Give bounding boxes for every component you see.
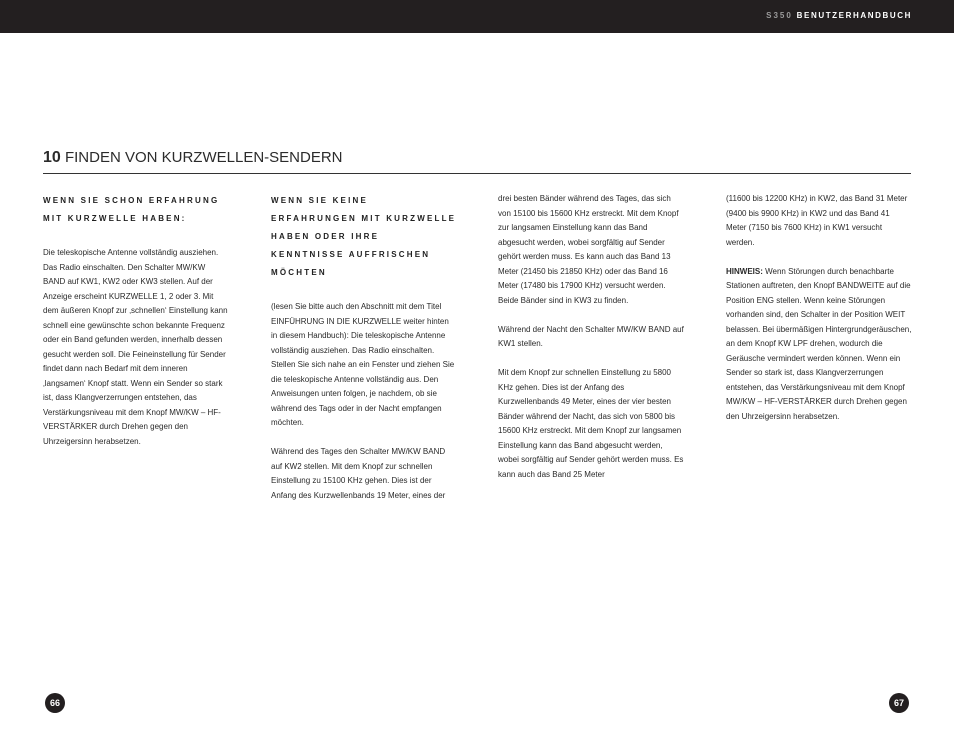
manual-title: BENUTZERHANDBUCH	[796, 11, 912, 20]
paragraph: Während der Nacht den Schalter MW/KW BAND auf KW1 stellen.	[498, 324, 684, 348]
column-1	[43, 192, 229, 464]
column-3	[498, 192, 684, 497]
heading-rule	[43, 173, 911, 174]
page-number-left: 66	[45, 693, 65, 713]
note-paragraph	[726, 265, 912, 425]
running-header	[766, 11, 912, 20]
paragraph: Die teleskopische Antenne vollständig ausziehen. Das Radio einschalten. Den Schalter MW/KW BAND auf KW1, KW2 oder KW3 stellen. Auf der Anzeige erscheint KURZWELLE 1, 2 oder 3. Mit dem äußeren Knopf zur ‚schnellen‘ Einstellung kann schnell eine gewünschte schon bekannte Frequenz oder ein Band gefunden werden, innerhalb dessen gesucht werden soll. Die Feineinstellung für Sender findet dann nach Bedarf mit dem inneren ‚langsamen‘ Knopf statt. Wenn ein Sender so stark ist, dass Klangverzerrungen entstehen, das Verstärkungsniveau mit dem Knopf MW/KW – HF-VERSTÄRKER durch Drehen gegen den Uhrzeigersinn herabsetzen.	[43, 248, 228, 446]
paragraph: drei besten Bänder während des Tages, das sich von 15100 bis 15600 KHz erstreckt. Mit dem Knopf zur langsamen Einstellung kann das Band abgesucht werden, wobei sorgfältig auf Sender gehört werden muss. Es kann auch das Band 13 Meter (21450 bis 21850 KHz) oder das Band 16 Meter (17480 bis 17900 KHz) versucht werden. Beide Bänder sind in KW3 zu finden.	[498, 194, 679, 305]
paragraph: (11600 bis 12200 KHz) in KW2, das Band 31 Meter (9400 bis 9900 KHz) in KW2 und das Band 41 Meter (7150 bis 7600 KHz) in KW1 versucht werden.	[726, 194, 908, 247]
note-text: Wenn Störungen durch benachbarte Stationen auftreten, den Knopf BANDWEITE auf die Position ENG stellen. Wenn keine Störungen vorhanden sind, den Schalter in der Position WEIT belassen. Bei übermäßigen Hintergrundgeräuschen, an dem Knopf KW LPF drehen, wodurch die Geräusche vermindert werden können. Wenn ein Sender so stark ist, dass Klangverzerrungen entstehen, das Verstärkungsniveau mit dem Knopf MW/KW – HF-VERSTÄRKER durch Drehen gegen den Uhrzeigersinn herabsetzen.	[726, 266, 912, 421]
column-1-heading: WENN SIE SCHON ERFAHRUNG MIT KURZWELLE HABEN:	[43, 196, 220, 223]
paragraph: Während des Tages den Schalter MW/KW BAND auf KW2 stellen. Mit dem Knopf zur schnellen Einstellung zu 15100 KHz gehen. Dies ist der Anfang des Kurzwellenbands 19 Meter, eines der	[271, 447, 446, 500]
model-name: S350	[766, 11, 793, 20]
note-label: HINWEIS:	[726, 266, 763, 276]
page-number-right: 67	[889, 693, 909, 713]
column-4	[726, 192, 912, 439]
section-heading	[43, 149, 911, 167]
section-title: FINDEN VON KURZWELLEN-SENDERN	[64, 149, 343, 166]
section-number: 10	[43, 149, 61, 166]
header-bar	[0, 0, 954, 33]
column-2	[271, 192, 457, 518]
paragraph: (lesen Sie bitte auch den Abschnitt mit dem Titel EINFÜHRUNG IN DIE KURZWELLE weiter hinten in diesem Handbuch): Die teleskopische Antenne vollständig ausziehen. Das Radio einschalten. Stellen Sie sich nahe an ein Fenster und ziehen Sie die teleskopische Antenne vollständig aus. Den Anweisungen unten folgen, je nachdem, ob sie während des Tags oder in der Nacht empfangen möchten.	[271, 302, 455, 427]
column-2-heading: WENN SIE KEINE ERFAHRUNGEN MIT KURZWELLE HABEN ODER IHRE KENNTNISSE AUFFRISCHEN MÖCHTEN	[271, 196, 457, 277]
paragraph: Mit dem Knopf zur schnellen Einstellung zu 5800 KHz gehen. Dies ist der Anfang des Kurzwellenbands 49 Meter, eines der vier besten Bänder während der Nacht, das sich von 5800 bis 15600 KHz erstreckt. Mit dem Knopf zur langsamen Einstellung kann das Band abgesucht werden, wobei sorgfältig auf Sender gehört werden muss. Es kann auch das Band 25 Meter	[498, 368, 684, 479]
